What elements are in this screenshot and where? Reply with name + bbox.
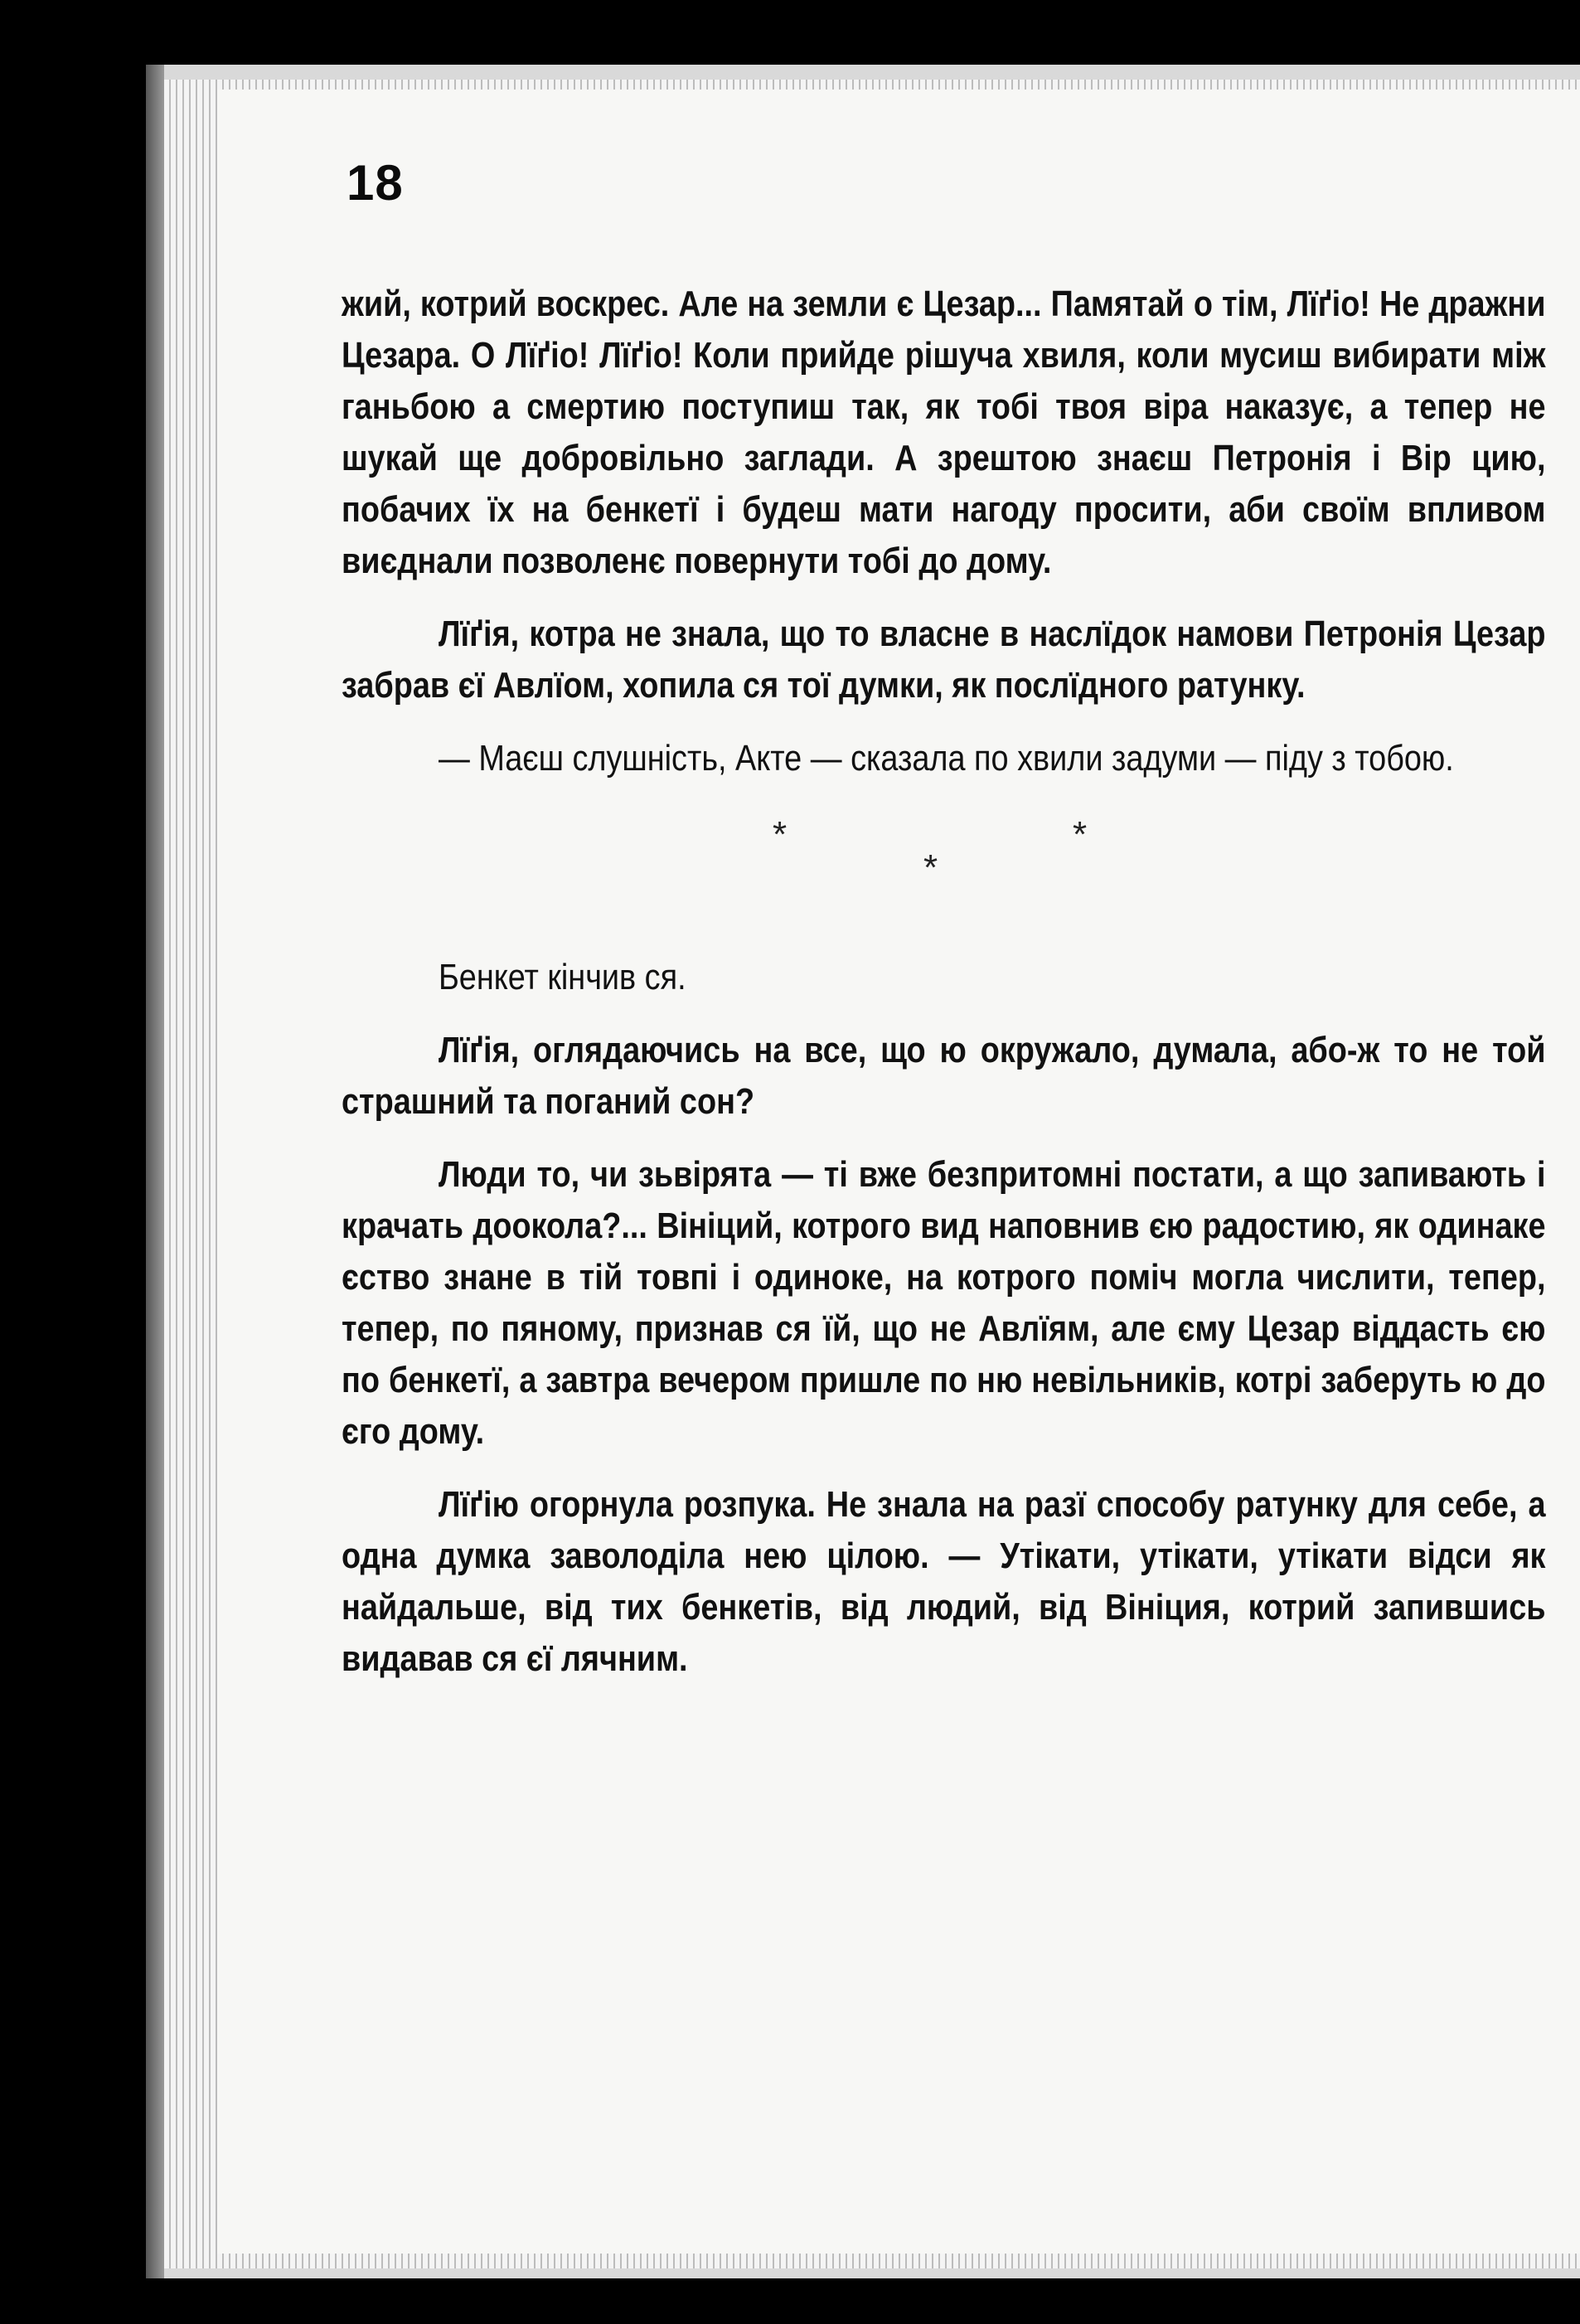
separator-star-3: * <box>923 847 938 888</box>
paragraph-3: — Маєш слушність, Акте — сказала по хвили задуми — піду з тобою. <box>438 738 1454 779</box>
page-number: 18 <box>347 155 404 211</box>
separator-star-2: * <box>1073 814 1088 855</box>
section-separator <box>342 809 1548 934</box>
paragraph-4: Бенкет кінчив ся. <box>438 957 686 997</box>
paragraph-5: Лїґія, оглядаючись на все, що ю окружало, думала, або-ж то не той страшний та поганий сон? <box>342 1030 1546 1122</box>
paragraph-6: Люди то, чи зьвірята — ті вже безпритомні постати, а що запивають і крачать доокола?... Вініций, котрого вид наповнив єю радостию, як одинаке єство знане в тій товпі і одиноке, на котрого поміч могла числити, тепер, тепер, по пяному, признав ся їй, що не Авлїям, але єму Цезар віддасть єю по бенкетї, а завтра вечером пришле по ню невільників, котрі заберуть ю до єго дому. <box>342 1154 1546 1452</box>
paragraph-7: Лїґію огорнула розпука. Не знала на разї способу ратунку для себе, а одна думка заволоділа нею цілою. — Утікати, утікати, утікати відси як найдальше, від тих бенкетів, від людий, від Вініция, котрий запившись видавав ся єї лячним. <box>342 1484 1546 1679</box>
separator-star-1: * <box>773 814 788 855</box>
binding-shadow <box>146 65 164 2278</box>
page-text <box>342 279 1548 1706</box>
paragraph-1: жий, котрий воскрес. Але на земли є Цезар... Памятай о тім, Лїґіо! Не дражни Цезара. О Лїґіо! Лїґіо! Коли прийде рішуча хвиля, коли мусиш вибирати між ганьбою а смертию поступиш так, як тобі твоя віра наказує, а тепер не шукай ще добровільно заглади. А зрештою знаєш Петронія і Вір цию, побачих їх на бенкетї і будеш мати нагоду просити, аби своїм впливом виєднали позволенє повернути тобі до дому. <box>342 284 1546 581</box>
paragraph-2: Лїґія, котра не знала, що то власне в наслїдок намови Петронія Цезар забрав єї Авлїом, хопила ся тої думки, як послїдного ратунку. <box>342 614 1546 706</box>
